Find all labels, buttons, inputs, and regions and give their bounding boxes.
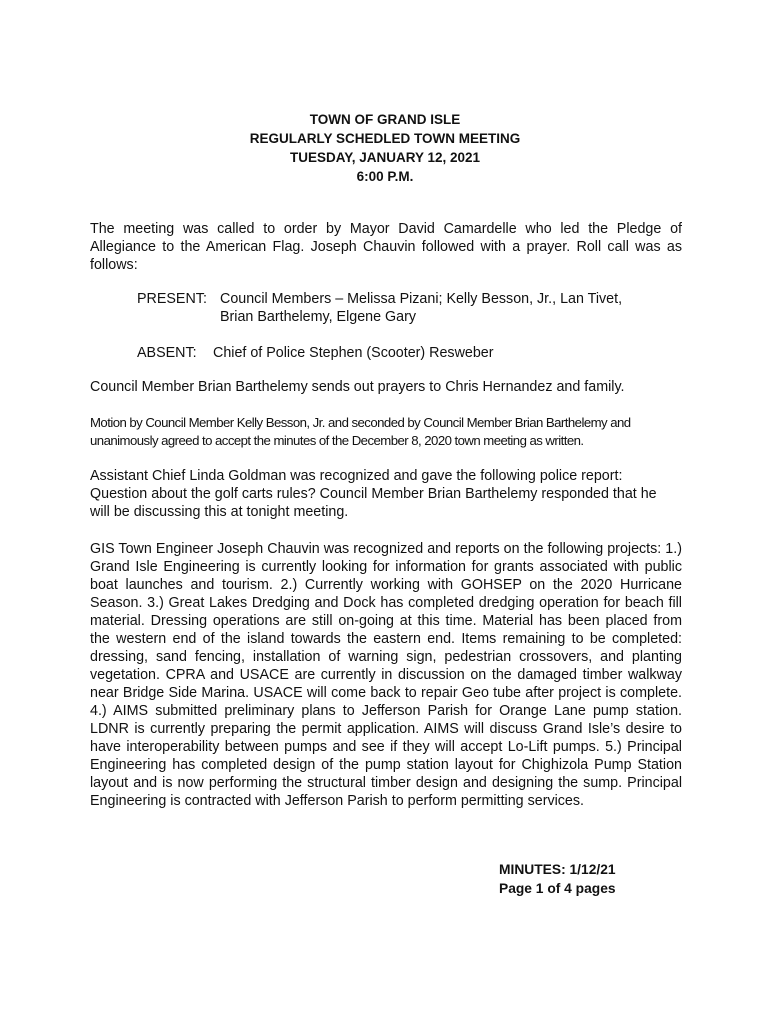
engineer-report-paragraph: GIS Town Engineer Joseph Chauvin was recognized and reports on the following projects: 1.) Grand Isle Engineering is currently looking for information for grants associated with public boat launches and tourism. 2.) Currently working with GOHSEP on the 2020 Hurricane Season. 3.) Great Lakes Dredging and Dock has completed dredging operation for beach fill material. Dressing operations are still on-going at this time. Material has been placed from the western end of the island towards the eastern end. Items remaining to be completed: dressing, sand fencing, installation of warning sign, pedestrian crossovers, and planting vegetation. CPRA and USACE are currently in discussion on the damaged timber walkway near Bridge Side Marina. USACE will come back to repair Geo tube after project is complete. 4.) AIMS submitted preliminary plans to Jefferson Parish for Orange Lane pump station. LDNR is currently preparing the permit application. AIMS will discuss Grand Isle’s desire to have interoperability between pumps and see if they will accept Lo-Lift pumps. 5.) Principal Engineering has completed design of the pump station layout for Chighizola Pump Station layout and is now performing the structural timber design and designing the sump. Principal Engineering is contracted with Jefferson Parish to perform permitting services. — [90, 541, 682, 809]
absent-members: Chief of Police Stephen (Scooter) Resweber — [213, 345, 494, 361]
meeting-date: TUESDAY, JANUARY 12, 2021 — [289, 150, 481, 165]
document-header — [0, 110, 770, 186]
motion-paragraph: Motion by Council Member Kelly Besson, Jr. and seconded by Council Member Brian Barthelemy and unanimously agreed to accept the minutes of the December 8, 2020 town meeting as written. — [90, 415, 631, 448]
town-name: TOWN OF GRAND ISLE — [309, 112, 461, 127]
minutes-date: MINUTES: 1/12/21 — [499, 862, 616, 877]
page-footer — [499, 860, 616, 898]
present-members-line2: Brian Barthelemy, Elgene Gary — [220, 309, 417, 325]
page-number: Page 1 of 4 pages — [499, 881, 616, 896]
prayers-paragraph: Council Member Brian Barthelemy sends out prayers to Chris Hernandez and family. — [90, 379, 625, 395]
meeting-time: 6:00 P.M. — [356, 169, 414, 184]
present-label: PRESENT: — [137, 291, 207, 307]
meeting-type: REGULARLY SCHEDLED TOWN MEETING — [249, 131, 521, 146]
present-members-line1: Council Members – Melissa Pizani; Kelly Besson, Jr., Lan Tivet, — [220, 291, 623, 307]
police-report-paragraph: Assistant Chief Linda Goldman was recognized and gave the following police report: Question about the golf carts rules? Council Member Brian Barthelemy responded that he will be discussing this at tonight meeting. — [90, 468, 657, 520]
call-to-order-paragraph: The meeting was called to order by Mayor David Camardelle who led the Pledge of Allegiance to the American Flag. Joseph Chauvin followed with a prayer. Roll call was as follows: — [90, 221, 682, 273]
absent-label: ABSENT: — [137, 345, 197, 361]
